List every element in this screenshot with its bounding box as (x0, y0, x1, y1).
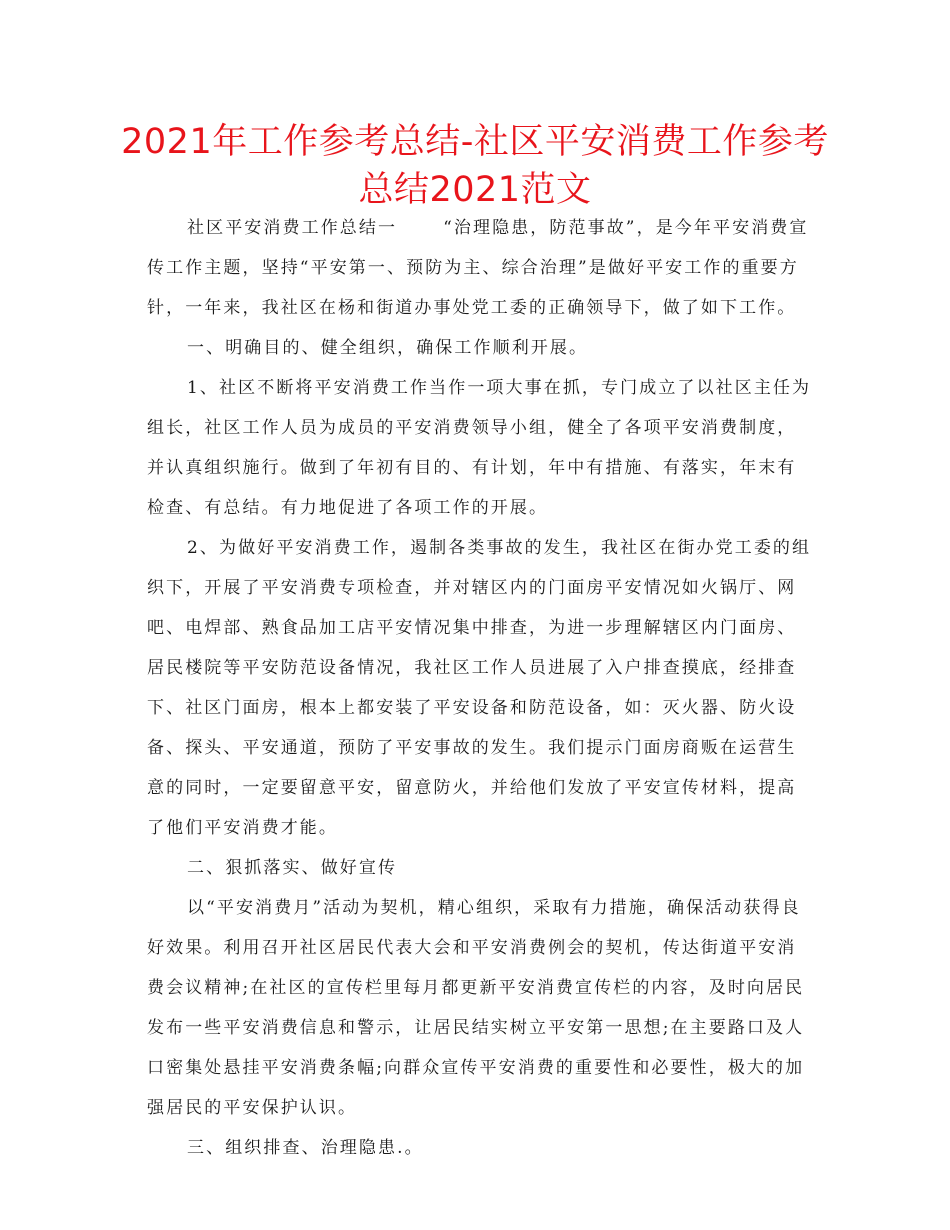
paragraph-intro-lead: 社区平安消费工作总结一 (187, 218, 398, 238)
document-body (147, 208, 812, 1168)
paragraph-3: 以“平安消费月”活动为契机，精心组织，采取有力措施，确保活动获得良好效果。利用召开社区居民代表大会和平安消费例会的契机，传达街道平安消费会议精神;在社区的宣传栏里每月都更新平安消费宣传栏的内容，及时向居民发布一些平安消费信息和警示，让居民结实树立平安第一思想;在主要路口及人口密集处悬挂平安消费条幅;向群众宣传平安消费的重要性和必要性，极大的加强居民的平安保护认识。 (147, 898, 805, 1118)
section-heading-1: 一、明确目的、健全组织，确保工作顺利开展。 (187, 338, 589, 358)
section-heading-3: 三、组织排查、治理隐患.。 (187, 1138, 424, 1158)
paragraph-intro-text: “治理隐患，防范事故”，是今年平安消费宣传工作主题，坚持“平安第一、预防为主、综合治理”是做好平安工作的重要方针，一年来，我社区在杨和街道办事处党工委的正确领导下，做了如下工作。 (147, 218, 809, 318)
paragraph-intro (147, 208, 812, 328)
paragraph-1: 1、社区不断将平安消费工作当作一项大事在抓，专门成立了以社区主任为组长，社区工作人员为成员的平安消费领导小组，健全了各项平安消费制度，并认真组织施行。做到了年初有目的、有计划，年中有措施、有落实，年末有检查、有总结。有力地促进了各项工作的开展。 (147, 378, 812, 518)
section-heading-2: 二、狠抓落实、做好宣传 (187, 858, 398, 878)
document-title: 2021年工作参考总结-社区平安消费工作参考总结2021范文 (121, 122, 829, 210)
paragraph-2: 2、为做好平安消费工作，遏制各类事故的发生，我社区在街办党工委的组织下，开展了平安消费专项检查，并对辖区内的门面房平安情况如火锅厅、网吧、电焊部、熟食品加工店平安情况集中排查，为进一步理解辖区内门面房、居民楼院等平安防范设备情况，我社区工作人员进展了入户排查摸底，经排查下、社区门面房，根本上都安装了平安设备和防范设备，如：灭火器、防火设备、探头、平安通道，预防了平安事故的发生。我们提示门面房商贩在运营生意的同时，一定要留意平安，留意防火，并给他们发放了平安宣传材料，提高了他们平安消费才能。 (147, 538, 812, 838)
